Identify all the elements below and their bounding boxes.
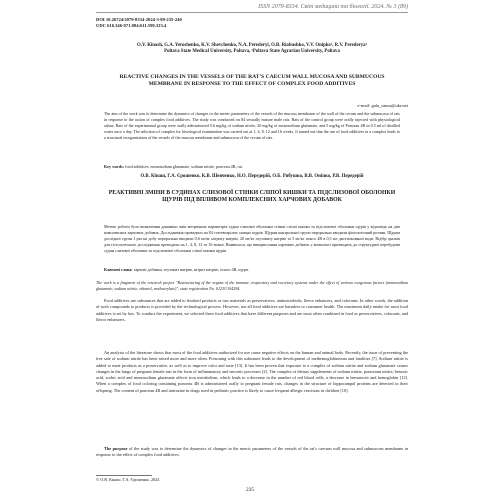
title-en: REACTIVE CHANGES IN THE VESSELS OF THE RAT'S CAECUM WALL MUCOSA AND SUBMUCOUS MEMBRANE IN RESPONSE TO THE EFFECT OF COMPLEX FOOD ADDITIVES	[119, 74, 385, 88]
affiliation-en: Poltava State Medical University, Poltava, ¹Poltava State Agrarian University, Poltava	[164, 49, 340, 55]
abstract-ua: Метою роботи було визначення динаміки змін метричних параметрів судин слизової оболонки стінки сліпої кишки та підслизової оболонки щурів у відповідь на дію комплексних харчових добавок. Дослідження проведено на 84 статевозрілих самцях щурів. Щурам контрольної групи перорально вводили фізіологічний розчин. Щурам дослідної групи 1 раз на добу перорально вводили 0,6 мг/кг нітриту натрію, 20 мг/кг глутамату натрію та 5 мг/кг понсо 4R в 0,5 мл дистильованої води. Відбір зразків для гістологічного дослідження проводили на 1, 4, 8, 12 та 16 тижні. Виявилося, що використання харчових добавок у комплексі призводить до структурної перебудови судин слизової оболонки та підслизової оболонки сліпої кишки щурів.	[104, 224, 400, 253]
purpose-label: The purpose	[104, 446, 128, 451]
keywords-ua	[104, 267, 400, 273]
doi: DOI 10.26724/2079-8334-2024-3-89-235-240	[96, 17, 182, 22]
keywords-ua-text: харчові добавки, глутамат натрію, нітрит натрію, понсо 4R, щури.	[132, 267, 249, 272]
abstract-en: The aim of the work was to determine the dynamics of changes in the metric parameters of the vessels of the mucous membrane of the wall of the cecum and the submucosa of rats in response to the action of complex food additives. The study was conducted on 84 sexually mature male rats. Rats of the control group were orally injected with physiological saline. Rats of the experimental group were orally administered 0.6 mg/kg of sodium nitrite, 20 mg/kg of monosodium glutamate, and 5 mg/kg of Ponceau 4R in 0.5 ml of distilled water once a day. The selection of complex for histological examination was carried out at 1, 4, 8, 12 and 16 weeks. It turned out that the use of food additives in a complex leads to a structural reorganization of the vessels of the mucous membrane and submucosa of the cecum of rats.	[104, 111, 400, 140]
copyright: © О.В. Кінаш, Г.А. Єрошенко, 2024	[96, 477, 160, 482]
authors-en-block	[96, 43, 408, 56]
email: e-mail: gala_umsa@ukr.net	[357, 103, 408, 108]
purpose-text: of the study was to determine the dynamics of changes in the metric parameters of the vessels of the rat's caecum wall mucosa and submucous membrane in response to the effect of complex food additives.	[96, 446, 408, 458]
keywords-en-label: Key words:	[104, 164, 125, 169]
authors-en: O.V. Kinash, G.A. Yeroshenko, K.V. Shevchenko, N.A. Perederyi, O.B. Riabushko, V.V. Onipko¹, R.V. Perederya¹	[137, 43, 367, 48]
body-paragraph-purpose	[96, 446, 408, 472]
article-meta	[96, 17, 182, 30]
body-paragraph-1: Food additives are substances that are added to finished products or raw materials as preservatives, antimicrobials, flavor enhancers, and colorants. In other words, the addition of such compounds to products is provided by the technological process. However, not all food additives are harmless to consumer health. The maximum daily intake for most food additives is set by law. To conduct the experiment, we selected three food additives that have different purposes and are most often combined in food as preservatives, colorants, and flavor enhancers.	[96, 298, 408, 322]
footer-divider	[96, 475, 152, 476]
keywords-en	[104, 164, 400, 170]
journal-header: ISSN 2079-8334. Світ медицини та біології. 2024. № 3 (89)	[96, 4, 408, 13]
keywords-en-text: food additives, monosodium glutamate, sodium nitrite, ponceau 4R, rat.	[124, 164, 243, 169]
authors-ua: О.В. Кінаш, Г.А. Єрошенко, К.В. Шевченко, Н.О. Передерій, О.Б. Рябушко, В.В. Оніпко, Р.В. Передерій	[140, 174, 364, 179]
project-note: The work is a fragment of the research project "Restructuring of the organs of the immune, respiratory and excretory systems under the effect of various exogenous factors (monosodium glutamate, sodium nitrite, ethanol, methacrylate)", state registration No. 0123U104294.	[96, 280, 408, 291]
udc: UDC 616.346-071.084:611.599.323.4	[96, 23, 167, 29]
keywords-ua-label: Ключові слова:	[104, 267, 133, 272]
title-ua: РЕАКТИВНІ ЗМІНИ В СУДИНАХ СЛИЗОВОЇ СТІНКИ СЛІПОЇ КИШКИ ТА ПІДСЛИЗОВОЇ ОБОЛОНКИ ЩУРІВ ПІД ВПЛИВОМ КОМПЛЕКСНИХ ХАРЧОВИХ ДОБАВОК	[108, 190, 396, 204]
page-number: 235	[245, 487, 255, 493]
body-paragraph-2: An analysis of the literature shows that most of the food additives authorized for use cause negative effects on the human and animal body. Recently, the issue of preventing the free sale of sodium nitrite has been raised more and more often. Poisoning with this substance leads to the development of methemoglobinemia and fatalities [7]. Sodium nitrite is added to meat products as a preservative, as well as to improve color and taste [13]. It has been proven that exposure to a complex of sodium nitrite and sodium glutamate causes changes in the lungs of pregnant female rats in the form of inflammatory and necrotic processes [2]. The complex of dietary supplements of sodium nitrite, potassium nitrite, benzoic acid, sorbic acid and monosodium glutamate affects iron metabolism, which leads to a decrease in the number of red blood cells, a decrease in hematocrit and hemoglobin [12]. When a complex of food coloring containing ponceau 4R is administered orally to pregnant female rats, changes in the structure of hippocampal proteins are detected in their offspring. The content of ponceau 4R and tartrazine in drugs used in pediatric practice is likely to cause frequent allergic reactions in children [10].	[96, 350, 408, 393]
